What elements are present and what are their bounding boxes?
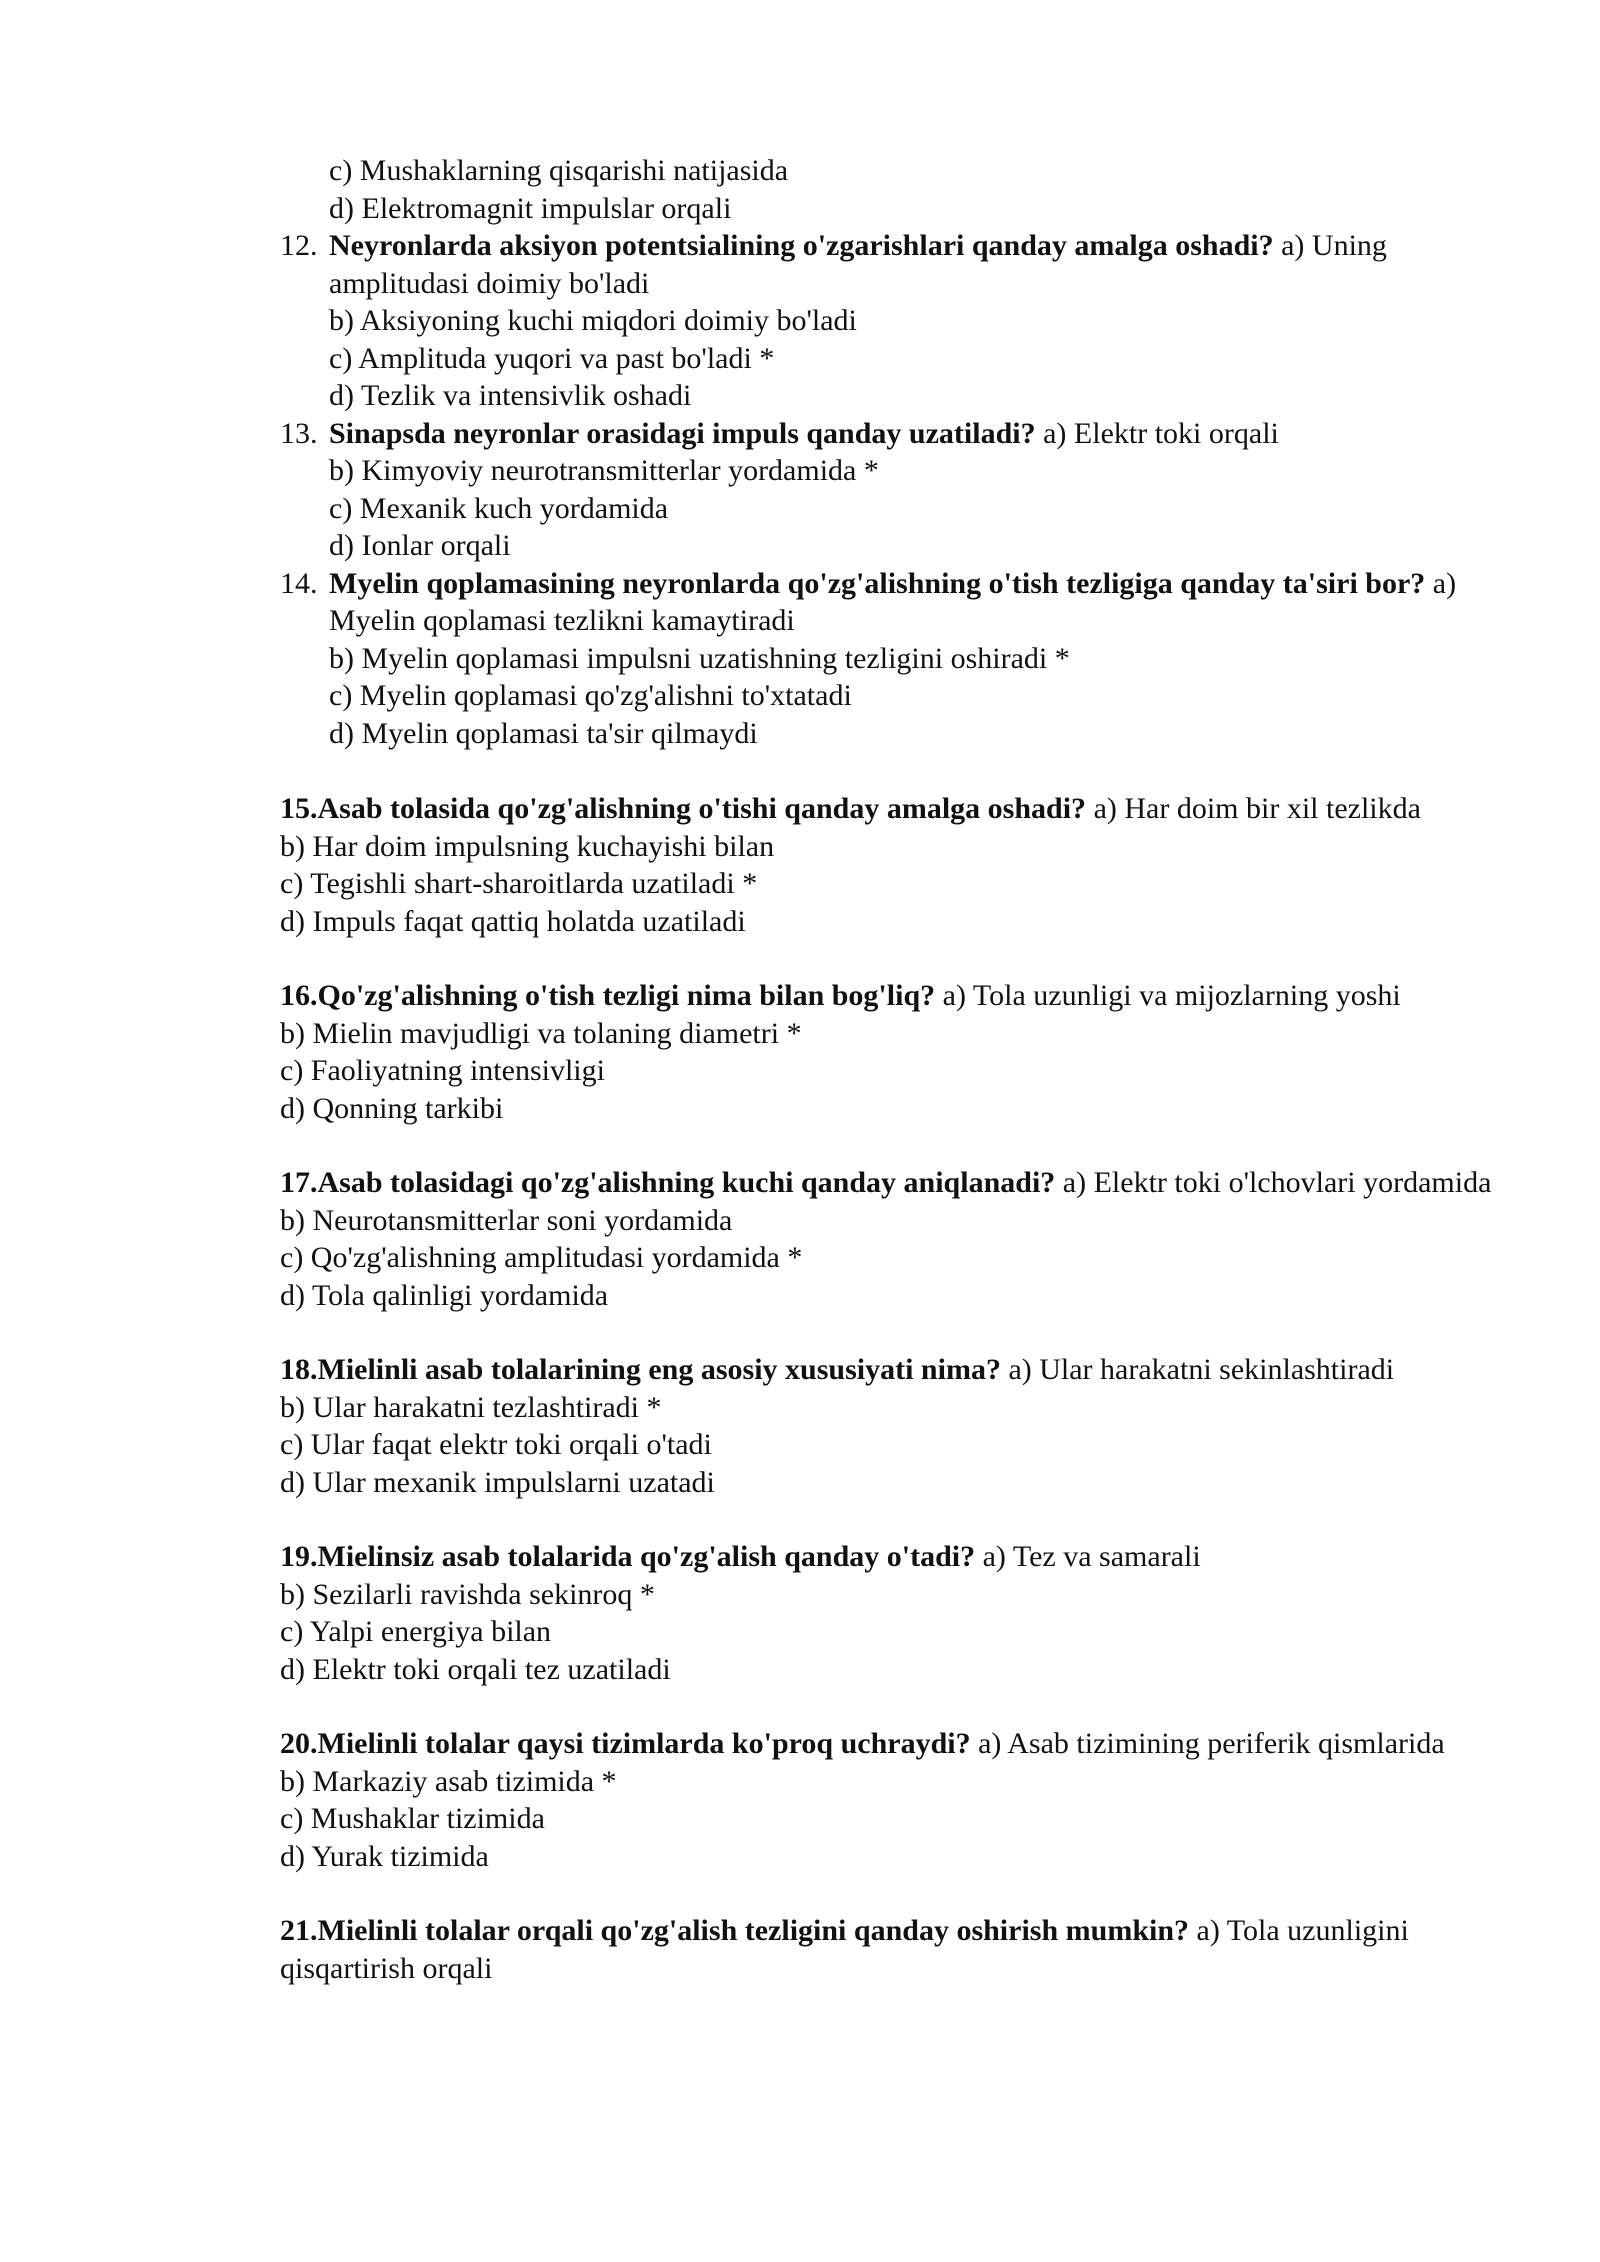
question-20 xyxy=(280,1725,1500,1875)
option-line: a) Ular harakatni sekinlashtiradi xyxy=(1008,1353,1395,1386)
option-line: c) Yalpi energiya bilan xyxy=(280,1615,552,1648)
question-stem xyxy=(280,1912,1500,1987)
question-text: 20.Mielinli tolalar qaysi tizimlarda ko'proq uchraydi? xyxy=(280,1727,971,1760)
question-number: 13. xyxy=(280,416,318,450)
option-line: c) Tegishli shart-sharoitlarda uzatiladi * xyxy=(280,867,758,900)
option-line: c) Faoliyatning intensivligi xyxy=(280,1054,605,1087)
question-stem xyxy=(280,1725,1500,1763)
option-line: d) Ular mexanik impulslarni uzatadi xyxy=(280,1465,715,1499)
option-line: c) Mexanik kuch yordamida xyxy=(329,491,669,525)
question-text: 16.Qo'zg'alishning o'tish tezligi nima bilan bog'liq? xyxy=(280,979,936,1012)
question-13 xyxy=(280,415,1500,453)
blank-line xyxy=(280,1688,1500,1725)
option-line: a) Asab tizimining periferik qismlarida xyxy=(978,1727,1445,1760)
question-text: 19.Mielinsiz asab tolalarida qo'zg'alish qanday o'tadi? xyxy=(280,1540,976,1573)
question-list-section xyxy=(280,790,1500,1987)
option-line: d) Elektr toki orqali tez uzatiladi xyxy=(280,1652,671,1686)
question-text: Sinapsda neyronlar orasidagi impuls qanday uzatiladi? xyxy=(329,416,1036,450)
question-number: 14. xyxy=(280,566,318,600)
numbered-list-section xyxy=(280,152,1500,752)
option-line: c) Myelin qoplamasi qo'zg'alishni to'xtatadi xyxy=(329,679,852,712)
option-line: d) Tola qalinligi yordamida xyxy=(280,1278,609,1312)
question-18 xyxy=(280,1351,1500,1501)
question-text: 18.Mielinli asab tolalarining eng asosiy xususiyati nima? xyxy=(280,1353,1001,1386)
question-stem xyxy=(280,790,1500,828)
option-line: b) Myelin qoplamasi impulsni uzatishning tezligini oshiradi * xyxy=(329,641,1070,675)
option-line: c) Qo'zg'alishning amplitudasi yordamida * xyxy=(280,1241,803,1274)
option-line: a) Har doim bir xil tezlikda xyxy=(1093,792,1421,825)
blank-line xyxy=(280,940,1500,977)
question-15 xyxy=(280,790,1500,940)
option-line: a) Tola uzunligi va mijozlarning yoshi xyxy=(942,979,1401,1012)
blank-line xyxy=(280,1127,1500,1164)
option-line: d) Tezlik va intensivlik oshadi xyxy=(329,379,692,412)
question-text: 17.Asab tolasidagi qo'zg'alishning kuchi qanday aniqlanadi? xyxy=(280,1166,1056,1199)
option-line: a) Myelin qoplamasi tezlikni kamaytiradi xyxy=(329,566,1457,637)
option-line: b) Aksiyoning kuchi miqdori doimiy bo'ladi xyxy=(329,304,857,337)
question-14 xyxy=(280,565,1500,640)
option-line: d) Elektromagnit impulslar orqali xyxy=(329,191,732,225)
question-stem xyxy=(280,1538,1500,1576)
question-21 xyxy=(280,1912,1500,1987)
question-12 xyxy=(280,227,1500,302)
question-stem xyxy=(280,1164,1500,1202)
question-16 xyxy=(280,977,1500,1127)
option-line: d) Myelin qoplamasi ta'sir qilmaydi xyxy=(329,716,758,750)
option-line: d) Ionlar orqali xyxy=(329,529,511,562)
blank-line xyxy=(280,1501,1500,1538)
option-line: b) Neurotansmitterlar soni yordamida xyxy=(280,1203,733,1237)
question-text: 15.Asab tolasida qo'zg'alishning o'tishi qanday amalga oshadi? xyxy=(280,792,1087,825)
question-text: Neyronlarda aksiyon potentsialining o'zgarishlari qanday amalga oshadi? xyxy=(329,229,1274,262)
option-line: a) Elektr toki orqali xyxy=(1043,416,1279,450)
question-stem xyxy=(280,977,1500,1015)
option-line: b) Ular harakatni tezlashtiradi * xyxy=(280,1390,662,1424)
blank-line xyxy=(280,1314,1500,1351)
option-line: c) Mushaklar tizimida xyxy=(280,1802,545,1835)
option-line: d) Yurak tizimida xyxy=(280,1839,489,1873)
option-line: c) Mushaklarning qisqarishi natijasida xyxy=(329,154,789,187)
option-line: b) Sezilarli ravishda sekinroq * xyxy=(280,1577,655,1611)
option-line: b) Markaziy asab tizimida * xyxy=(280,1764,617,1798)
option-line: b) Kimyoviy neurotransmitterlar yordamida * xyxy=(329,454,879,487)
option-line: c) Ular faqat elektr toki orqali o'tadi xyxy=(280,1428,712,1461)
question-stem xyxy=(280,1351,1500,1389)
question-text: 21.Mielinli tolalar orqali qo'zg'alish tezligini qanday oshirish mumkin? xyxy=(280,1914,1190,1947)
option-line: a) Tola uzunligini qisqartirish orqali xyxy=(280,1914,1409,1985)
option-line: b) Har doim impulsning kuchayishi bilan xyxy=(280,829,775,863)
blank-line xyxy=(280,1875,1500,1912)
question-number: 12. xyxy=(280,229,318,262)
question-text: Myelin qoplamasining neyronlarda qo'zg'alishning o'tish tezligiga qanday ta'siri bor? xyxy=(329,566,1426,600)
question-17 xyxy=(280,1164,1500,1314)
question-19 xyxy=(280,1538,1500,1688)
option-line: b) Mielin mavjudligi va tolaning diametri * xyxy=(280,1016,802,1050)
option-line: c) Amplituda yuqori va past bo'ladi * xyxy=(329,341,775,375)
option-line: a) Uning amplitudasi doimiy bo'ladi xyxy=(329,229,1387,300)
option-line: a) Tez va samarali xyxy=(982,1540,1201,1573)
option-line: d) Impuls faqat qattiq holatda uzatiladi xyxy=(280,904,746,938)
option-line: d) Qonning tarkibi xyxy=(280,1091,504,1125)
option-line: a) Elektr toki o'lchovlari yordamida xyxy=(1062,1166,1492,1199)
